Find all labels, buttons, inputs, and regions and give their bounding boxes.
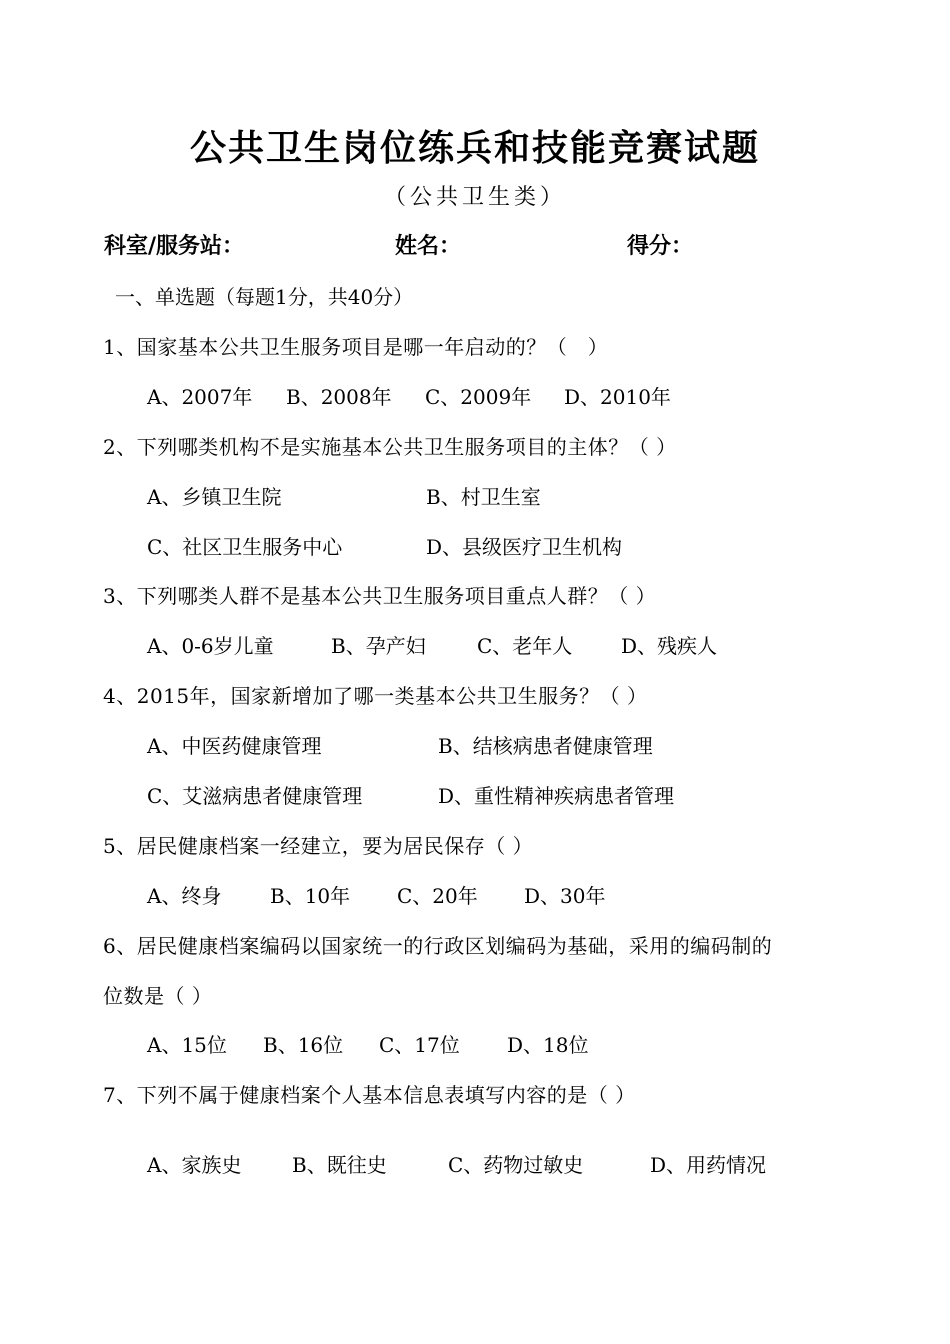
q7-option-c: C、药物过敏史	[448, 1153, 584, 1177]
q4-option-b: B、结核病患者健康管理	[438, 734, 653, 758]
q2-option-c: C、社区卫生服务中心	[147, 535, 343, 559]
q7-option-d: D、用药情况	[650, 1153, 767, 1177]
document-title: 公共卫生岗位练兵和技能竞赛试题	[189, 127, 760, 169]
q2-option-d: D、县级医疗卫生机构	[426, 535, 623, 559]
q7-option-b: B、既往史	[292, 1153, 387, 1177]
question-2: 2、下列哪类机构不是实施基本公共卫生服务项目的主体？（ ）	[103, 435, 677, 459]
question-4: 4、2015年，国家新增加了哪一类基本公共卫生服务？（ ）	[103, 684, 648, 708]
q4-option-d: D、重性精神疾病患者管理	[438, 784, 675, 808]
question-6-line-2: 位数是（ ）	[103, 984, 213, 1008]
question-1: 1、国家基本公共卫生服务项目是哪一年启动的？（ ）	[103, 335, 609, 359]
q6-option-c: C、17位	[379, 1033, 460, 1057]
q5-option-a: A、终身	[147, 884, 222, 908]
q1-option-b: B、2008年	[286, 385, 392, 409]
q6-option-d: D、18位	[507, 1033, 589, 1057]
q2-option-b: B、村卫生室	[426, 485, 541, 509]
q3-option-a: A、0-6岁儿童	[147, 634, 274, 658]
question-5: 5、居民健康档案一经建立，要为居民保存（ ）	[103, 834, 534, 858]
department-field-label: 科室/服务站：	[104, 234, 245, 259]
question-3: 3、下列哪类人群不是基本公共卫生服务项目重点人群？（ ）	[103, 584, 657, 608]
score-field-label: 得分：	[627, 234, 694, 259]
q5-option-d: D、30年	[524, 884, 606, 908]
q1-option-d: D、2010年	[564, 385, 671, 409]
document-subtitle: （公共卫生类）	[383, 185, 566, 210]
q3-option-c: C、老年人	[477, 634, 573, 658]
question-6-line-1: 6、居民健康档案编码以国家统一的行政区划编码为基础，采用的编码制的	[103, 934, 773, 958]
q2-option-a: A、乡镇卫生院	[147, 485, 282, 509]
q1-option-a: A、2007年	[147, 385, 253, 409]
q4-option-c: C、艾滋病患者健康管理	[147, 784, 363, 808]
q3-option-d: D、残疾人	[621, 634, 718, 658]
q5-option-c: C、20年	[397, 884, 478, 908]
q4-option-a: A、中医药健康管理	[147, 734, 322, 758]
name-field-label: 姓名：	[395, 234, 462, 259]
q6-option-b: B、16位	[263, 1033, 344, 1057]
question-7: 7、下列不属于健康档案个人基本信息表填写内容的是（ ）	[103, 1083, 636, 1107]
q1-option-c: C、2009年	[425, 385, 532, 409]
q5-option-b: B、10年	[270, 884, 351, 908]
q7-option-a: A、家族史	[147, 1153, 242, 1177]
q3-option-b: B、孕产妇	[331, 634, 426, 658]
q6-option-a: A、15位	[147, 1033, 227, 1057]
section-title: 一、单选题（每题1分，共40分）	[115, 285, 414, 309]
